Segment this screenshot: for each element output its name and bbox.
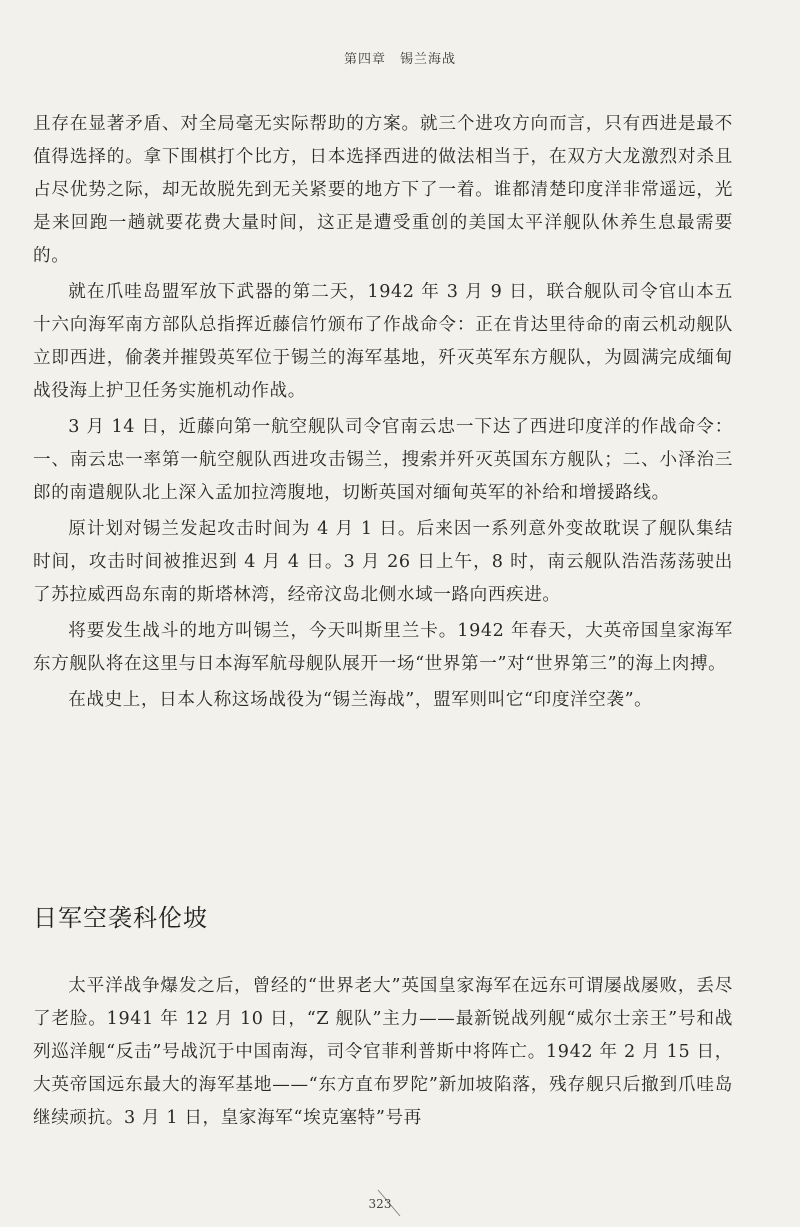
paragraph: 3 月 14 日，近藤向第一航空舰队司令官南云忠一下达了西进印度洋的作战命令：一、南云忠一率第一航空舰队西进攻击锡兰，搜索并歼灭英国东方舰队；二、小泽治三郎的南遣舰队北上深入孟加拉湾腹地，切断英国对缅甸英军的补给和增援路线。 (33, 417, 733, 503)
paragraph: 在战史上，日本人称这场战役为“锡兰海战”，盟军则叫它“印度洋空袭”。 (68, 690, 653, 710)
paragraph: 将要发生战斗的地方叫锡兰，今天叫斯里兰卡。1942 年春天，大英帝国皇家海军东方舰队将在这里与日本海军航母舰队展开一场“世界第一”对“世界第三”的海上肉搏。 (33, 621, 733, 674)
paragraph: 原计划对锡兰发起攻击时间为 4 月 1 日。后来因一系列意外变故耽误了舰队集结时间，攻击时间被推迟到 4 月 4 日。3 月 26 日上午，8 时，南云舰队浩浩荡荡驶出了苏拉威西岛东南的斯塔林湾，经帝汶岛北侧水域一路向西疾进。 (33, 519, 733, 605)
paragraph: 且存在显著矛盾、对全局毫无实际帮助的方案。就三个进攻方向而言，只有西进是最不值得选择的。拿下围棋打个比方，日本选择西进的做法相当于，在双方大龙激烈对杀且占尽优势之际，却无故脱先到无关紧要的地方下了一着。谁都清楚印度洋非常遥远，光是来回跑一趟就要花费大量时间，这正是遭受重创的美国太平洋舰队休养生息最需要的。 (33, 114, 733, 266)
body-text (33, 108, 733, 720)
running-header (0, 48, 800, 67)
section-heading: 日军空袭科伦坡 (33, 904, 208, 932)
chapter-title: 锡兰海战 (400, 52, 457, 67)
page-number: 323 (368, 1197, 392, 1211)
paragraph: 就在爪哇岛盟军放下武器的第二天，1942 年 3 月 9 日，联合舰队司令官山本五十六向海军南方部队总指挥近藤信竹颁布了作战命令：正在肯达里待命的南云机动舰队立即西进，偷袭并摧毁英军位于锡兰的海军基地，歼灭英军东方舰队，为圆满完成缅甸战役海上护卫任务实施机动作战。 (33, 282, 733, 401)
chapter-label: 第四章 (343, 52, 386, 67)
section-text (33, 970, 733, 1135)
paragraph: 太平洋战争爆发之后，曾经的“世界老大”英国皇家海军在远东可谓屡战屡败，丢尽了老脸。1941 年 12 月 10 日，“Z 舰队”主力——最新锐战列舰“威尔士亲王”号和战列巡洋舰“反击”号战沉于中国南海，司令官菲利普斯中将阵亡。1942 年 2 月 15 日，大英帝国远东最大的海军基地——“东方直布罗陀”新加坡陷落，残存舰只后撤到爪哇岛继续顽抗。3 月 1 日，皇家海军“埃克塞特”号再 (33, 976, 733, 1128)
